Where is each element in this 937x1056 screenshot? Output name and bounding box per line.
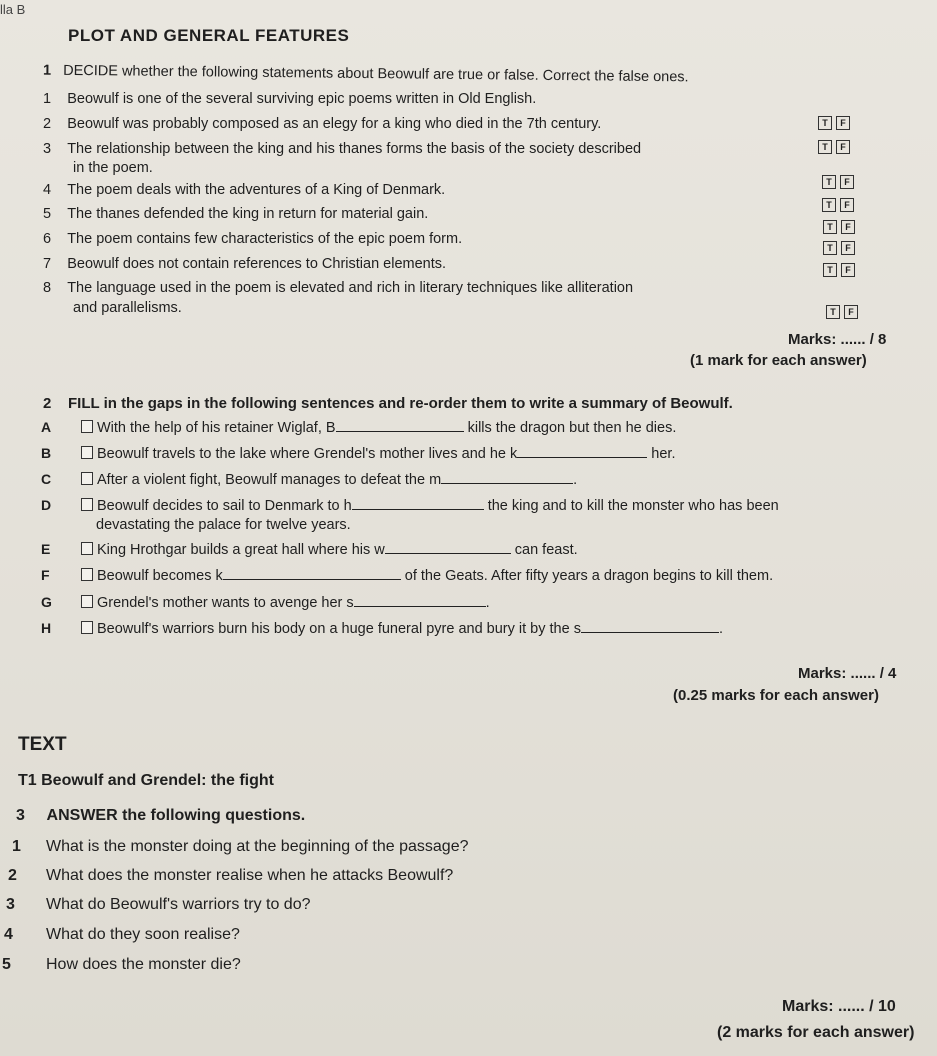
exercise3-marks: Marks: ...... / 10 [782, 998, 896, 1015]
gap-input[interactable] [581, 622, 719, 633]
exercise3-marks-note: (2 marks for each answer) [717, 1024, 915, 1041]
question-item: 2 What does the monster realise when he attacks Beowulf? [8, 867, 454, 884]
question-item: 4 What do they soon realise? [4, 926, 240, 943]
gap-input[interactable] [352, 499, 484, 510]
corner-label: lla B [0, 2, 26, 17]
tf-item-text: The poem deals with the adventures of a King of Denmark. [67, 182, 446, 198]
false-checkbox[interactable]: F [841, 263, 855, 277]
gap-input[interactable] [517, 447, 647, 458]
tf-item-text: The language used in the poem is elevated and rich in literary techniques like alliteration [67, 280, 634, 296]
tf-item-text: The poem contains few characteristics of the epic poem form. [67, 231, 463, 247]
tf-choice-group [823, 220, 855, 234]
exercise1-marks-note: (1 mark for each answer) [690, 352, 867, 369]
true-checkbox[interactable]: T [823, 263, 837, 277]
gap-input[interactable] [354, 596, 486, 607]
tf-item-text: Beowulf was probably composed as an elegy for a king who died in the 7th century. [67, 116, 602, 132]
true-checkbox[interactable]: T [823, 241, 837, 255]
tf-choice-group [818, 140, 850, 154]
order-box[interactable] [81, 542, 93, 555]
exercise2-instruction [43, 395, 733, 412]
tf-item: 6 The poem contains few characteristics of the epic poem form. [43, 231, 463, 247]
tf-choice-group [823, 241, 855, 255]
exercise3-instruction [16, 807, 305, 825]
tf-item: 4 The poem deals with the adventures of a King of Denmark. [43, 182, 446, 198]
exercise2-number: 2 [43, 395, 52, 412]
exercise1-number: 1 [42, 62, 52, 79]
false-checkbox[interactable]: F [840, 198, 854, 212]
gap-sentence: A With the help of his retainer Wiglaf, B kills the dragon but then he dies. [41, 419, 677, 436]
tf-item: 5 The thanes defended the king in return for material gain. [43, 206, 429, 222]
true-checkbox[interactable]: T [818, 116, 832, 130]
false-checkbox[interactable]: F [836, 116, 850, 130]
true-checkbox[interactable]: T [822, 198, 836, 212]
tf-choice-group [822, 175, 854, 189]
tf-item: 3 The relationship between the king and his thanes forms the basis of the society described [43, 141, 642, 157]
order-box[interactable] [81, 621, 93, 634]
false-checkbox[interactable]: F [841, 220, 855, 234]
tf-item: 7 Beowulf does not contain references to Christian elements. [43, 256, 447, 272]
order-box[interactable] [81, 498, 93, 511]
tf-item: 1 Beowulf is one of the several surviving epic poems written in Old English. [43, 91, 537, 107]
exercise2-marks: Marks: ...... / 4 [798, 665, 897, 682]
tf-choice-group [823, 263, 855, 277]
gap-input[interactable] [385, 543, 511, 554]
exercise1-marks: Marks: ...... / 8 [788, 331, 887, 348]
gap-input[interactable] [223, 569, 401, 580]
gap-sentence: G Grendel's mother wants to avenge her s . [41, 594, 490, 611]
exercise2-instruction-text: FILL in the gaps in the following sentences and re-order them to write a summary of Beowulf. [68, 395, 733, 412]
true-checkbox[interactable]: T [822, 175, 836, 189]
true-checkbox[interactable]: T [823, 220, 837, 234]
gap-sentence: D Beowulf decides to sail to Denmark to h the king and to kill the monster who has been [41, 497, 779, 514]
text-subtitle: T1 Beowulf and Grendel: the fight [18, 772, 274, 789]
gap-input[interactable] [441, 473, 573, 484]
tf-item: 8 The language used in the poem is elevated and rich in literary techniques like alliteration [43, 280, 634, 296]
order-box[interactable] [81, 446, 93, 459]
tf-choice-group [822, 198, 854, 212]
order-box[interactable] [81, 568, 93, 581]
false-checkbox[interactable]: F [841, 241, 855, 255]
order-box[interactable] [81, 420, 93, 433]
gap-sentence: C After a violent fight, Beowulf manages to defeat the m . [41, 471, 578, 488]
gap-sentence: F Beowulf becomes k of the Geats. After fifty years a dragon begins to kill them. [41, 567, 774, 584]
false-checkbox[interactable]: F [844, 305, 858, 319]
gap-sentence: E King Hrothgar builds a great hall where his w can feast. [41, 541, 578, 558]
order-box[interactable] [81, 595, 93, 608]
exercise1-instruction [43, 63, 689, 86]
tf-item-continuation: in the poem. [73, 160, 153, 176]
question-item: 5 How does the monster die? [2, 956, 241, 973]
exercise2-marks-note: (0.25 marks for each answer) [673, 687, 879, 704]
tf-item-text: The relationship between the king and his thanes forms the basis of the society described [67, 141, 642, 157]
tf-item-text: Beowulf does not contain references to Christian elements. [67, 256, 447, 272]
tf-item-continuation: and parallelisms. [73, 300, 182, 316]
gap-input[interactable] [336, 421, 464, 432]
exercise3-instruction-text: ANSWER the following questions. [46, 807, 306, 824]
tf-item-text: The thanes defended the king in return for material gain. [67, 206, 429, 222]
section-title: PLOT AND GENERAL FEATURES [68, 26, 350, 45]
tf-item: 2 Beowulf was probably composed as an elegy for a king who died in the 7th century. [43, 116, 602, 132]
gap-sentence-continuation: devastating the palace for twelve years. [96, 517, 351, 533]
gap-sentence: B Beowulf travels to the lake where Grendel's mother lives and he k her. [41, 445, 676, 462]
false-checkbox[interactable]: F [836, 140, 850, 154]
question-item: 1 What is the monster doing at the beginning of the passage? [12, 838, 469, 855]
exercise3-number: 3 [16, 807, 25, 824]
order-box[interactable] [81, 472, 93, 485]
text-heading: TEXT [18, 734, 67, 755]
question-item: 3 What do Beowulf's warriors try to do? [6, 896, 311, 913]
true-checkbox[interactable]: T [818, 140, 832, 154]
true-checkbox[interactable]: T [826, 305, 840, 319]
tf-choice-group [826, 305, 858, 319]
tf-item-text: Beowulf is one of the several surviving epic poems written in Old English. [67, 91, 537, 107]
false-checkbox[interactable]: F [840, 175, 854, 189]
exercise1-instruction-text: DECIDE whether the following statements about Beowulf are true or false. Correct the false ones. [63, 62, 689, 86]
tf-choice-group [818, 116, 850, 130]
gap-sentence: H Beowulf's warriors burn his body on a huge funeral pyre and bury it by the s . [41, 620, 723, 637]
